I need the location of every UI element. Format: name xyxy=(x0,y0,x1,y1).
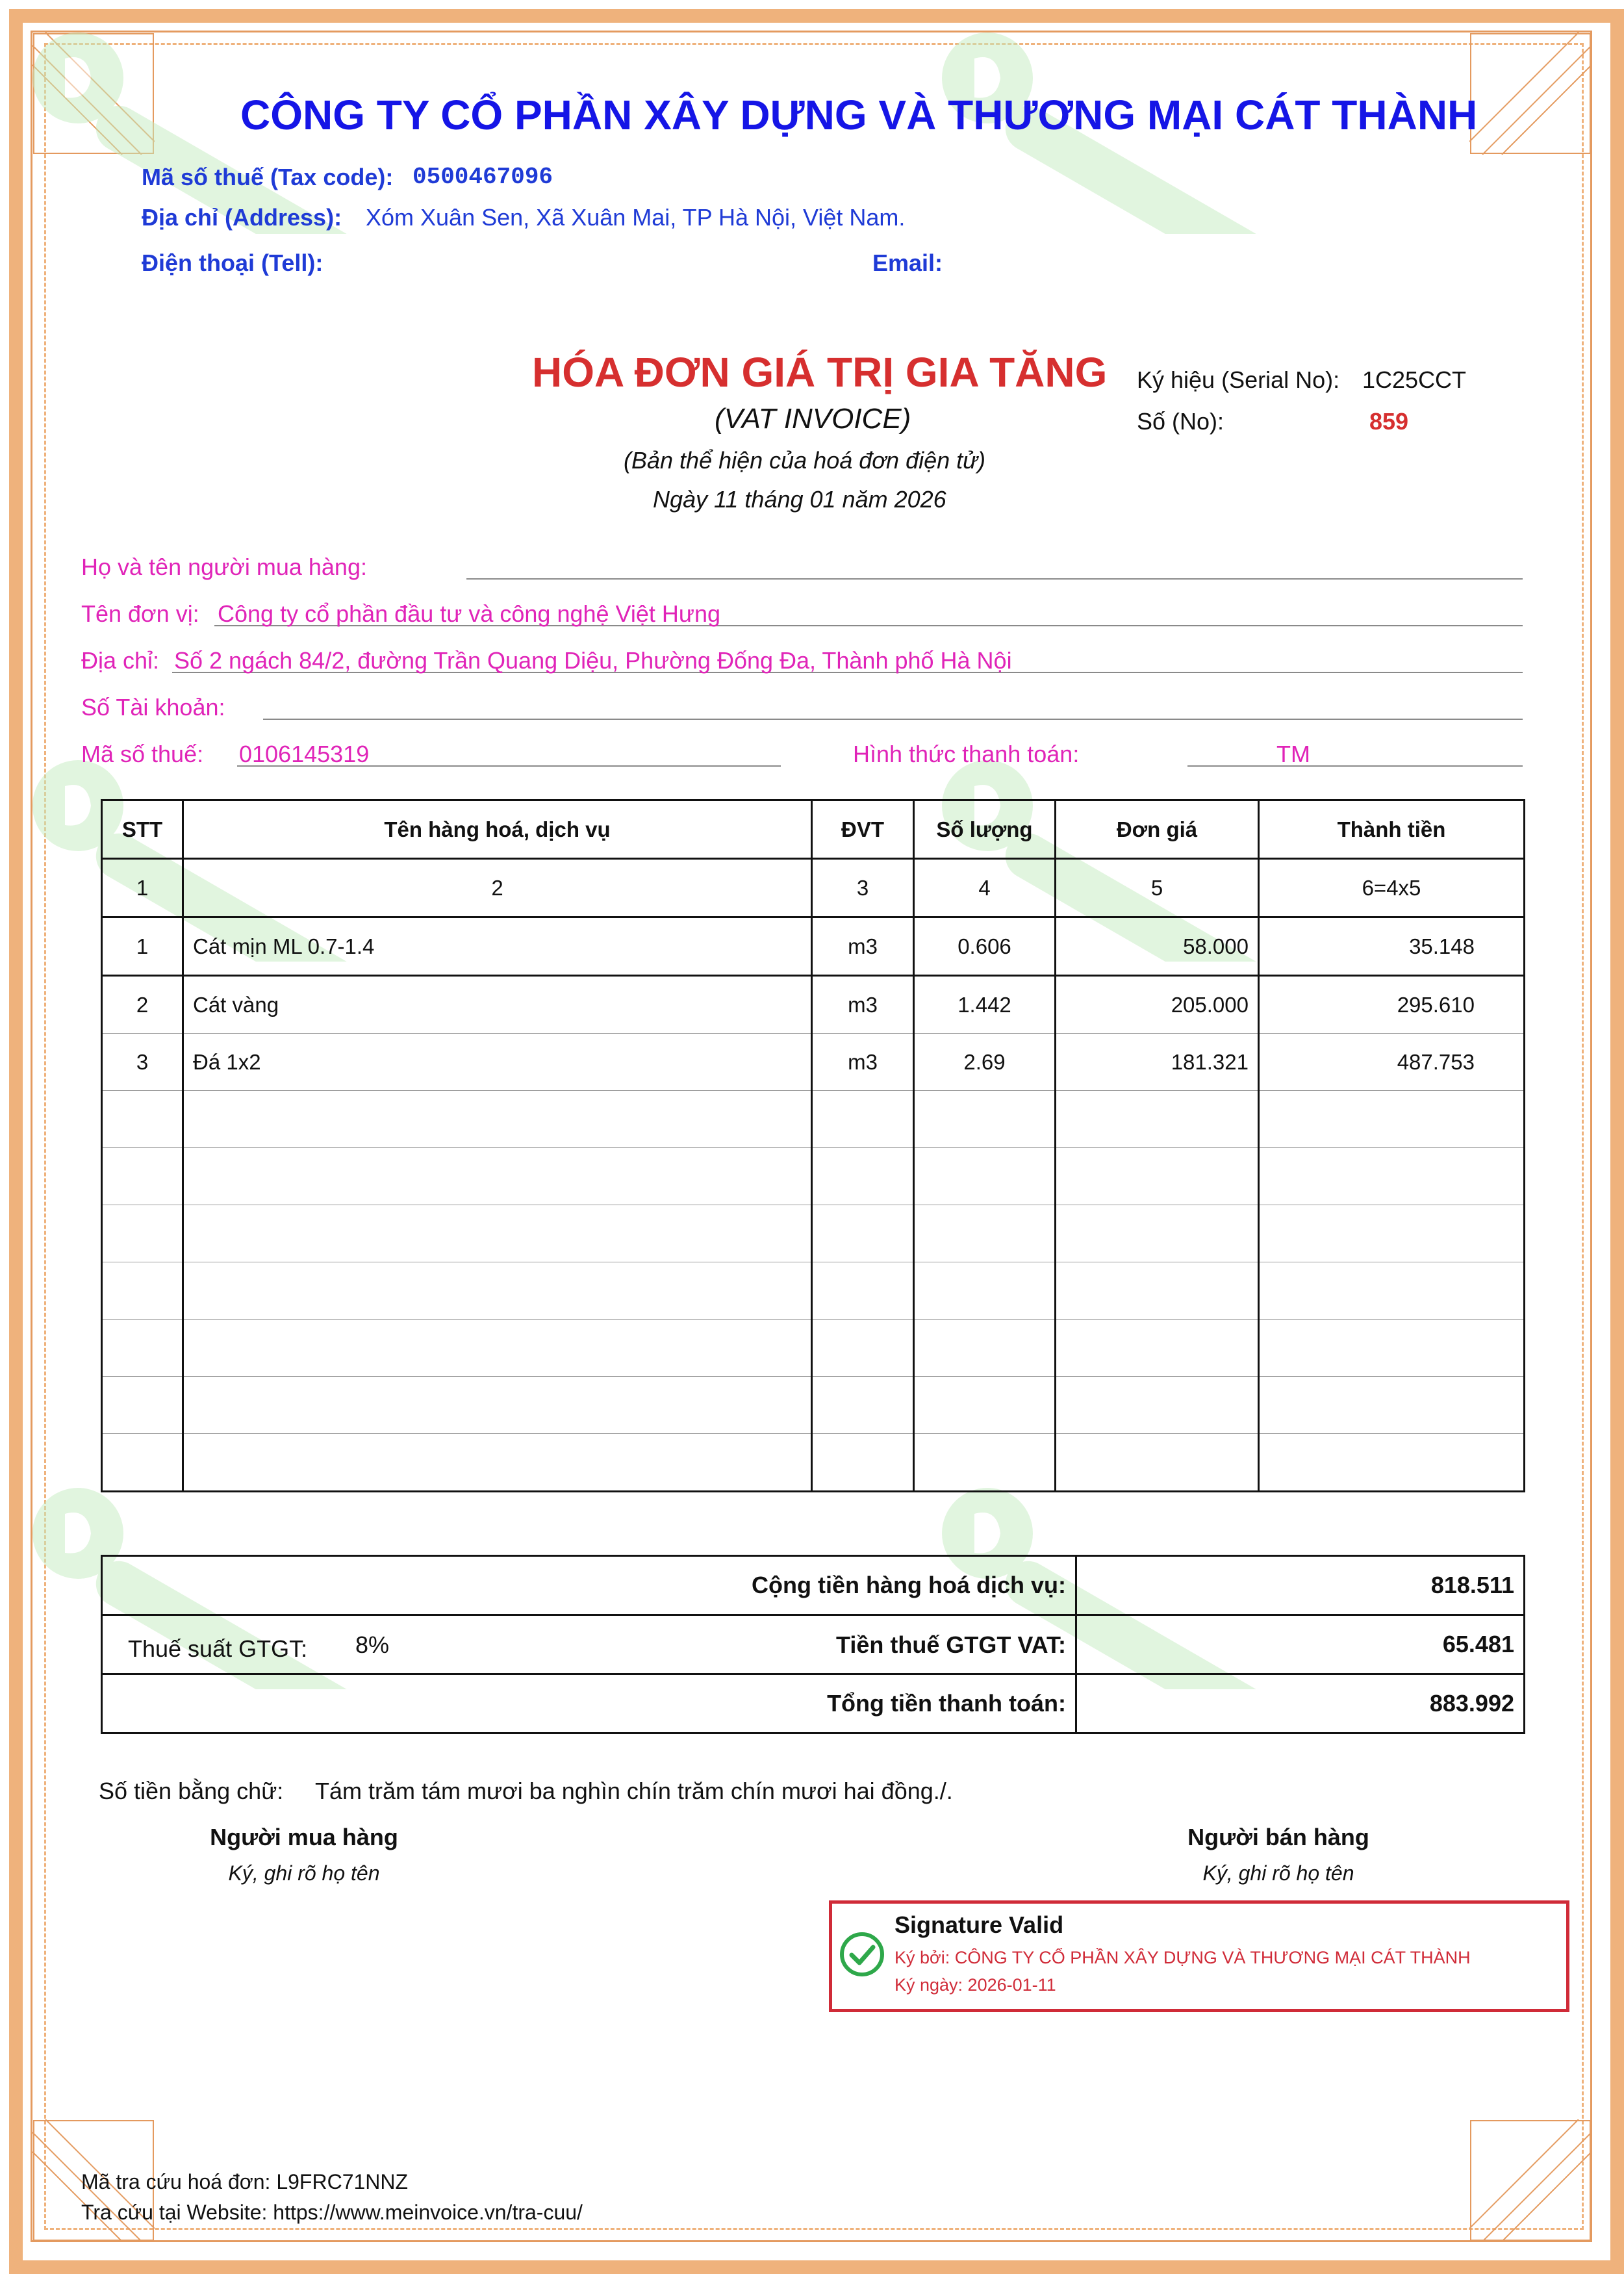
buyer-account-label: Số Tài khoản: xyxy=(81,694,225,721)
subtotal-row xyxy=(102,1556,1525,1615)
buyer-name-label: Họ và tên người mua hàng: xyxy=(81,554,367,580)
empty-row xyxy=(102,1320,1525,1377)
table-header-cell: Thành tiền xyxy=(1259,800,1525,859)
table-cell: 205.000 xyxy=(1056,976,1259,1034)
totals-table xyxy=(101,1555,1525,1734)
phone-label: Điện thoại (Tell): xyxy=(142,249,324,276)
table-cell: m3 xyxy=(812,917,914,976)
lookup-code: Mã tra cứu hoá đơn: L9FRC71NNZ xyxy=(81,2170,409,2193)
email-label: Email: xyxy=(872,249,943,276)
total-row xyxy=(102,1674,1525,1733)
table-cell: 1.442 xyxy=(914,976,1056,1034)
payment-method-label: Hình thức thanh toán: xyxy=(853,741,1080,767)
table-cell: 2 xyxy=(102,976,183,1034)
table-row xyxy=(102,976,1525,1034)
corner-ornament-bottom-right xyxy=(1469,2119,1592,2242)
payment-method-value: TM xyxy=(1276,741,1310,767)
signed-date: Ký ngày: 2026-01-11 xyxy=(894,1975,1056,1995)
table-cell: 2.69 xyxy=(914,1034,1056,1091)
buyer-unit-value: Công ty cổ phần đầu tư và công nghệ Việt Hưng xyxy=(218,600,721,627)
buyer-address-value: Số 2 ngách 84/2, đường Trần Quang Diệu, Phường Đống Đa, Thành phố Hà Nội xyxy=(174,647,1012,674)
empty-row xyxy=(102,1434,1525,1492)
signature-valid-title: Signature Valid xyxy=(894,1911,1064,1938)
empty-row xyxy=(102,1148,1525,1205)
invoice-date: Ngày 11 tháng 01 năm 2026 xyxy=(653,486,946,513)
vat-rate-label: Thuế suất GTGT: xyxy=(128,1635,308,1662)
table-cell: Cát vàng xyxy=(183,976,812,1034)
buyer-signature-title: Người mua hàng xyxy=(210,1824,398,1850)
table-cell: 1 xyxy=(102,917,183,976)
table-header-cell: ĐVT xyxy=(812,800,914,859)
table-header-cell: STT xyxy=(102,800,183,859)
table-header-row xyxy=(102,800,1525,859)
buyer-account-line xyxy=(263,719,1523,720)
total-value: 883.992 xyxy=(1076,1674,1525,1733)
invoice-note: (Bản thể hiện của hoá đơn điện tử) xyxy=(624,447,985,474)
invoice-number-value: 859 xyxy=(1369,408,1409,435)
amount-words-value: Tám trăm tám mươi ba nghìn chín trăm chín mươi hai đồng./. xyxy=(315,1778,953,1804)
vat-rate-value: 8% xyxy=(355,1631,390,1658)
payment-method-line xyxy=(1187,765,1523,767)
buyer-address-label: Địa chỉ: xyxy=(81,647,160,674)
invoice-title: HÓA ĐƠN GIÁ TRỊ GIA TĂNG xyxy=(532,349,1108,396)
vat-amount-value: 65.481 xyxy=(1076,1615,1525,1674)
table-cell: 487.753 xyxy=(1259,1034,1525,1091)
table-cell: 181.321 xyxy=(1056,1034,1259,1091)
vat-label-cell xyxy=(102,1615,1076,1674)
table-cell: m3 xyxy=(812,1034,914,1091)
table-row xyxy=(102,917,1525,976)
signature-valid-box xyxy=(829,1900,1569,2012)
table-cell: Cát mịn ML 0.7-1.4 xyxy=(183,917,812,976)
buyer-name-line xyxy=(466,578,1523,580)
table-header-cell: Đơn giá xyxy=(1056,800,1259,859)
table-cell: 5 xyxy=(1056,859,1259,917)
table-cell: 295.610 xyxy=(1259,976,1525,1034)
seller-signature-note: Ký, ghi rõ họ tên xyxy=(1202,1861,1354,1885)
table-cell: 3 xyxy=(102,1034,183,1091)
items-table xyxy=(101,799,1525,1492)
empty-row xyxy=(102,1377,1525,1434)
invoice-subtitle: (VAT INVOICE) xyxy=(715,403,911,435)
table-cell: Đá 1x2 xyxy=(183,1034,812,1091)
table-cell: m3 xyxy=(812,976,914,1034)
signed-by: Ký bởi: CÔNG TY CỔ PHẦN XÂY DỰNG VÀ THƯƠNG MẠI CÁT THÀNH xyxy=(894,1948,1471,1967)
vat-amount-label: Tiền thuế GTGT VAT: xyxy=(836,1631,1066,1658)
table-cell: 6=4x5 xyxy=(1259,859,1525,917)
empty-row xyxy=(102,1091,1525,1148)
table-cell: 1 xyxy=(102,859,183,917)
buyer-unit-label: Tên đơn vị: xyxy=(81,600,199,627)
check-circle-icon xyxy=(839,1931,885,1978)
table-cell: 0.606 xyxy=(914,917,1056,976)
invoice-number-label: Số (No): xyxy=(1137,408,1224,435)
lookup-website: Tra cứu tại Website: https://www.meinvoice.vn/tra-cuu/ xyxy=(81,2201,583,2224)
empty-row xyxy=(102,1262,1525,1320)
total-label: Tổng tiền thanh toán: xyxy=(102,1674,1076,1733)
table-index-row xyxy=(102,859,1525,917)
table-header-cell: Tên hàng hoá, dịch vụ xyxy=(183,800,812,859)
serial-label: Ký hiệu (Serial No): xyxy=(1137,366,1340,393)
address-label: Địa chỉ (Address): xyxy=(142,204,342,231)
table-cell: 58.000 xyxy=(1056,917,1259,976)
empty-row xyxy=(102,1205,1525,1262)
table-cell: 2 xyxy=(183,859,812,917)
company-name: CÔNG TY CỔ PHẦN XÂY DỰNG VÀ THƯƠNG MẠI CÁT THÀNH xyxy=(240,92,1478,138)
table-cell: 4 xyxy=(914,859,1056,917)
seller-signature-title: Người bán hàng xyxy=(1187,1824,1369,1850)
buyer-signature-note: Ký, ghi rõ họ tên xyxy=(228,1861,380,1885)
tax-code-label: Mã số thuế (Tax code): xyxy=(142,164,394,190)
buyer-tax-value: 0106145319 xyxy=(239,741,370,767)
vat-row xyxy=(102,1615,1525,1674)
amount-words-label: Số tiền bằng chữ: xyxy=(99,1778,284,1804)
subtotal-value: 818.511 xyxy=(1076,1556,1525,1615)
subtotal-label: Cộng tiền hàng hoá dịch vụ: xyxy=(102,1556,1076,1615)
serial-value: 1C25CCT xyxy=(1362,366,1467,393)
table-cell: 3 xyxy=(812,859,914,917)
address-value: Xóm Xuân Sen, Xã Xuân Mai, TP Hà Nội, Việt Nam. xyxy=(366,204,906,231)
table-row xyxy=(102,1034,1525,1091)
buyer-tax-label: Mã số thuế: xyxy=(81,741,204,767)
table-header-cell: Số lượng xyxy=(914,800,1056,859)
corner-ornament-top-right xyxy=(1469,32,1592,155)
tax-code-value: 0500467096 xyxy=(412,164,553,190)
table-cell: 35.148 xyxy=(1259,917,1525,976)
